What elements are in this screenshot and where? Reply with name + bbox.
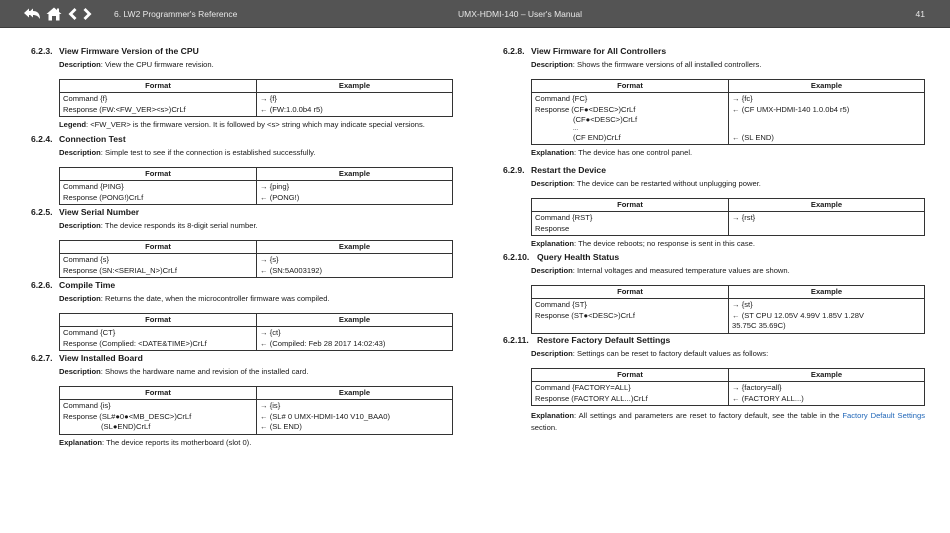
section-explanation: Explanation: The device reports its motherboard (slot 0).: [59, 437, 252, 447]
factory-default-settings-link[interactable]: Factory Default Settings: [842, 411, 925, 420]
format-cell: Command {f} Response (FW:<FW_VER><s>)CrLf: [60, 93, 257, 117]
section-description: Description: The device can be restarted without unplugging power.: [531, 179, 761, 188]
example-cell: → {f} ← (FW:1.0.0b4 r5): [257, 93, 453, 117]
format-cell: Command {CT} Response (Complied: <DATE&TIME>)CrLf: [60, 327, 257, 351]
section-description: Description: Shows the firmware versions of all installed controllers.: [531, 60, 762, 69]
section-heading: 6.2.10. Query Health Status: [503, 252, 620, 262]
section-compile-time: [31, 278, 456, 351]
section-description: Description: Returns the date, when the microcontroller firmware was compiled.: [59, 294, 330, 303]
section-query-health-status: [503, 250, 928, 333]
example-cell: → {s} ← (SN:5A003192): [257, 254, 453, 278]
section-heading: 6.2.5. View Serial Number: [31, 207, 140, 217]
format-cell: Command {is} Response (SL#●0●<MB_DESC>)CrLf (SL●END)CrLf: [60, 400, 257, 435]
format-cell: Command {ST} Response (ST●<DESC>)CrLf: [532, 299, 729, 334]
command-format-table: Format Example Command {FC} Response (CF●<DESC>)CrLf (CF●<DESC>)CrLf ... (CF END)CrLf → {fc} ← (CF UMX-HDMI-140 1.0.0b4 r5) ← (SL END): [531, 79, 925, 145]
format-cell: Command {FACTORY=ALL} Response (FACTORY ALL...)CrLf: [532, 382, 729, 406]
section-heading: 6.2.7. View Installed Board: [31, 353, 143, 363]
section-description: Description: Internal voltages and measured temperature values are shown.: [531, 266, 790, 275]
format-cell: Command {FC} Response (CF●<DESC>)CrLf (CF●<DESC>)CrLf ... (CF END)CrLf: [532, 93, 729, 145]
example-cell: → {fc} ← (CF UMX-HDMI-140 1.0.0b4 r5) ← (SL END): [729, 93, 925, 145]
section-description: Description: Simple test to see if the connection is established successfully.: [59, 148, 316, 157]
command-format-table: Format Example Command {s} Response (SN:<SERIAL_N>)CrLf → {s} ← (SN:5A003192): [59, 240, 453, 278]
section-restore-factory-defaults: [503, 333, 928, 434]
example-cell: → {ct} ← (Compiled: Feb 28 2017 14:02:43): [257, 327, 453, 351]
format-cell: Command {PING} Response (PONG!)CrLf: [60, 181, 257, 205]
section-view-firmware-cpu: [31, 44, 456, 132]
command-format-table: Format Example Command {ST} Response (ST●<DESC>)CrLf → {st} ← (ST CPU 12.05V 4.99V 1.85V 1.28V 35.75C 35.69C): [531, 285, 925, 334]
section-heading: 6.2.6. Compile Time: [31, 280, 116, 290]
section-view-serial-number: [31, 205, 456, 278]
document-title: UMX-HDMI-140 – User's Manual: [458, 9, 582, 19]
section-explanation: Explanation: The device has one control panel.: [531, 148, 693, 157]
section-view-firmware-all-controllers: [503, 44, 928, 163]
command-format-table: Format Example Command {PING} Response (PONG!)CrLf → {ping} ← (PONG!): [59, 167, 453, 205]
example-cell: → {factory=all} ← (FACTORY ALL...): [729, 382, 925, 406]
section-view-installed-board: [31, 351, 456, 449]
command-format-table: Format Example Command {RST} Response → {rst}: [531, 198, 925, 236]
section-legend: Legend: <FW_VER> is the firmware version. It is followed by <s> string which may indicate special versions.: [59, 120, 425, 129]
left-column: [31, 44, 456, 449]
section-explanation: Explanation: The device reboots; no response is sent in this case.: [531, 239, 755, 248]
top-navigation-bar: [0, 0, 950, 28]
section-description: Description: Settings can be reset to factory default values as follows:: [531, 349, 769, 358]
section-connection-test: [31, 132, 456, 205]
section-heading: 6.2.4. Connection Test: [31, 134, 126, 144]
chapter-title: 6. LW2 Programmer's Reference: [114, 9, 238, 19]
section-restart-device: [503, 163, 928, 250]
section-heading: 6.2.8. View Firmware for All Controllers: [503, 46, 667, 56]
section-heading: 6.2.3. View Firmware Version of the CPU: [31, 46, 199, 56]
section-explanation: Explanation: All settings and parameters are reset to factory default, see the table in the Factory Default Settings section.: [531, 411, 925, 432]
page-number: 41: [915, 9, 925, 19]
example-cell: → {st} ← (ST CPU 12.05V 4.99V 1.85V 1.28V 35.75C 35.69C): [729, 299, 925, 334]
section-description: Description: Shows the hardware name and revision of the installed card.: [59, 367, 309, 376]
section-heading: 6.2.11. Restore Factory Default Settings: [503, 335, 671, 345]
command-format-table: Format Example Command {is} Response (SL#●0●<MB_DESC>)CrLf (SL●END)CrLf → {is} ← (SL# 0 UMX-HDMI-140 V10_BAA0) ← (SL END): [59, 386, 453, 435]
example-cell: → {rst}: [729, 212, 925, 236]
command-format-table: Format Example Command {FACTORY=ALL} Response (FACTORY ALL...)CrLf → {factory=all} ← (FACTORY ALL...): [531, 368, 925, 406]
section-description: Description: The device responds its 8-digit serial number.: [59, 221, 258, 230]
example-cell: → {is} ← (SL# 0 UMX-HDMI-140 V10_BAA0) ← (SL END): [257, 400, 453, 435]
right-column: [503, 44, 928, 434]
example-cell: → {ping} ← (PONG!): [257, 181, 453, 205]
section-heading: 6.2.9. Restart the Device: [503, 165, 606, 175]
command-format-table: Format Example Command {f} Response (FW:<FW_VER><s>)CrLf → {f} ← (FW:1.0.0b4 r5): [59, 79, 453, 117]
format-cell: Command {s} Response (SN:<SERIAL_N>)CrLf: [60, 254, 257, 278]
section-description: Description: View the CPU firmware revision.: [59, 60, 214, 69]
command-format-table: Format Example Command {CT} Response (Complied: <DATE&TIME>)CrLf → {ct} ← (Compiled: Feb 28 2017 14:02:43): [59, 313, 453, 351]
format-cell: Command {RST} Response: [532, 212, 729, 236]
